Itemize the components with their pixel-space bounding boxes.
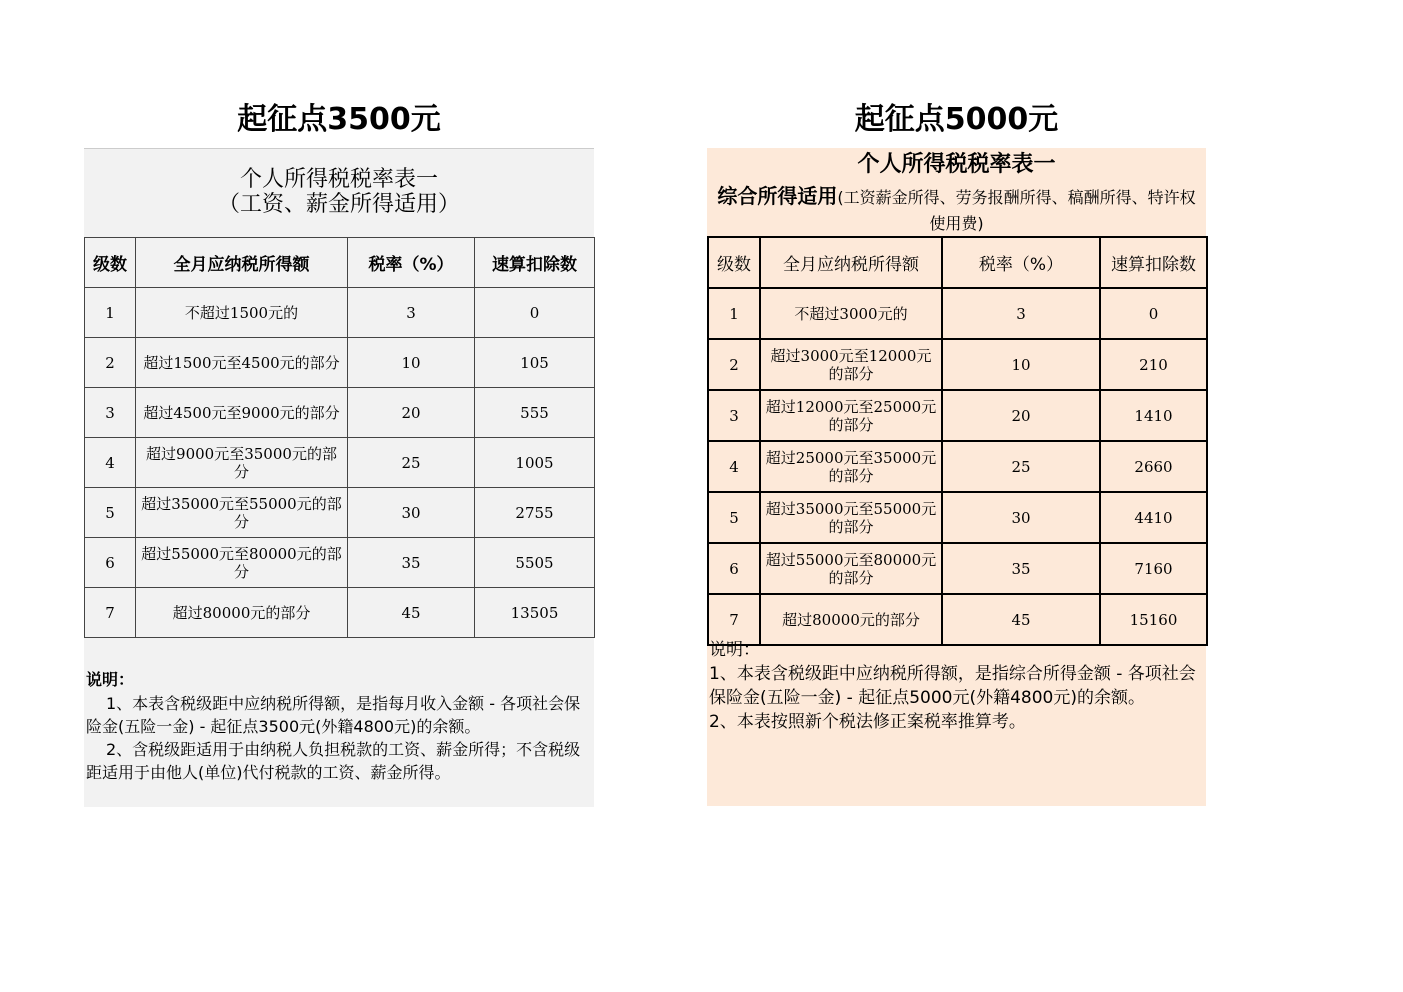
table-header-row: [708, 237, 1207, 288]
left-notes-title: 说明：: [86, 670, 135, 689]
right-subtitle-rest: (工资薪金所得、劳务报酬所得、稿酬所得、特许权使用费): [837, 188, 1196, 233]
header-level: 级数: [85, 238, 136, 288]
table-row: [85, 588, 595, 638]
cell-deduction: 2660: [1100, 441, 1207, 492]
cell-level: 7: [708, 594, 760, 645]
left-table-heading: [84, 167, 594, 217]
table-row: [85, 438, 595, 488]
cell-income: 超过55000元至80000元的部分: [760, 543, 942, 594]
left-title: 起征点3500元: [237, 102, 441, 137]
cell-income: 超过3000元至12000元的部分: [760, 339, 942, 390]
cell-income: 不超过3000元的: [760, 288, 942, 339]
right-note-1: 1、本表含税级距中应纳税所得额，是指综合所得金额 - 各项社会保险金(五险一金) - 起征点5000元(外籍4800元)的余额。: [709, 664, 1196, 708]
cell-level: 3: [708, 390, 760, 441]
table-row: [85, 388, 595, 438]
left-rate-table: [84, 237, 595, 638]
header-income: 全月应纳税所得额: [136, 238, 348, 288]
right-table-title: 个人所得税税率表一: [857, 152, 1056, 177]
cell-level: 2: [708, 339, 760, 390]
cell-deduction: 13505: [475, 588, 595, 638]
cell-level: 3: [85, 388, 136, 438]
cell-level: 4: [85, 438, 136, 488]
header-deduction: 速算扣除数: [1100, 237, 1207, 288]
table-row: [708, 492, 1207, 543]
cell-rate: 20: [942, 390, 1100, 441]
cell-level: 4: [708, 441, 760, 492]
cell-level: 6: [708, 543, 760, 594]
cell-deduction: 0: [475, 288, 595, 338]
header-income: 全月应纳税所得额: [760, 237, 942, 288]
table-row: [85, 288, 595, 338]
cell-deduction: 15160: [1100, 594, 1207, 645]
cell-income: 超过4500元至9000元的部分: [136, 388, 348, 438]
cell-rate: 35: [942, 543, 1100, 594]
cell-rate: 3: [348, 288, 475, 338]
cell-income: 超过80000元的部分: [136, 588, 348, 638]
cell-rate: 25: [348, 438, 475, 488]
cell-deduction: 105: [475, 338, 595, 388]
cell-rate: 45: [942, 594, 1100, 645]
cell-deduction: 0: [1100, 288, 1207, 339]
cell-rate: 35: [348, 538, 475, 588]
cell-deduction: 1410: [1100, 390, 1207, 441]
cell-deduction: 5505: [475, 538, 595, 588]
table-row: [85, 488, 595, 538]
cell-rate: 30: [942, 492, 1100, 543]
cell-rate: 20: [348, 388, 475, 438]
table-row: [708, 288, 1207, 339]
cell-level: 7: [85, 588, 136, 638]
left-notes: [86, 668, 590, 784]
cell-income: 超过35000元至55000元的部分: [760, 492, 942, 543]
cell-level: 5: [85, 488, 136, 538]
header-level: 级数: [708, 237, 760, 288]
left-note-1: 1、本表含税级距中应纳税所得额，是指每月收入金额 - 各项社会保险金(五险一金) - 起征点3500元(外籍4800元)的余额。: [86, 694, 581, 736]
table-row: [708, 441, 1207, 492]
cell-deduction: 555: [475, 388, 595, 438]
right-subtitle-strong: 综合所得适用: [717, 184, 838, 208]
table-row: [708, 543, 1207, 594]
cell-rate: 10: [942, 339, 1100, 390]
cell-rate: 10: [348, 338, 475, 388]
cell-rate: 3: [942, 288, 1100, 339]
cell-income: 超过55000元至80000元的部分: [136, 538, 348, 588]
cell-income: 超过80000元的部分: [760, 594, 942, 645]
cell-deduction: 7160: [1100, 543, 1207, 594]
left-table-title: 个人所得税税率表一: [239, 167, 438, 192]
cell-income: 超过12000元至25000元的部分: [760, 390, 942, 441]
left-table-subtitle: （工资、薪金所得适用）: [217, 192, 460, 217]
cell-income: 不超过1500元的: [136, 288, 348, 338]
cell-deduction: 1005: [475, 438, 595, 488]
right-notes: [709, 638, 1202, 734]
table-row: [708, 390, 1207, 441]
left-tax-table-panel: [84, 148, 594, 807]
header-rate: 税率（%）: [348, 238, 475, 288]
cell-income: 超过25000元至35000元的部分: [760, 441, 942, 492]
right-rate-table: [707, 236, 1208, 646]
cell-income: 超过1500元至4500元的部分: [136, 338, 348, 388]
table-row: [85, 538, 595, 588]
table-header-row: [85, 238, 595, 288]
right-tax-table-panel: [707, 148, 1206, 806]
header-rate: 税率（%）: [942, 237, 1100, 288]
cell-deduction: 4410: [1100, 492, 1207, 543]
cell-level: 1: [85, 288, 136, 338]
right-notes-title: 说明：: [709, 640, 760, 660]
table-row: [85, 338, 595, 388]
cell-deduction: 2755: [475, 488, 595, 538]
cell-income: 超过9000元至35000元的部分: [136, 438, 348, 488]
cell-level: 2: [85, 338, 136, 388]
right-title: 起征点5000元: [854, 102, 1059, 137]
cell-level: 5: [708, 492, 760, 543]
cell-rate: 45: [348, 588, 475, 638]
cell-level: 1: [708, 288, 760, 339]
cell-rate: 30: [348, 488, 475, 538]
cell-deduction: 210: [1100, 339, 1207, 390]
table-row: [708, 339, 1207, 390]
header-deduction: 速算扣除数: [475, 238, 595, 288]
cell-rate: 25: [942, 441, 1100, 492]
right-table-subtitle: [707, 183, 1206, 237]
right-note-2: 2、本表按照新个税法修正案税率推算考。: [709, 712, 1026, 732]
cell-income: 超过35000元至55000元的部分: [136, 488, 348, 538]
left-note-2: 2、含税级距适用于由纳税人负担税款的工资、薪金所得；不含税级距适用于由他人(单位)代付税款的工资、薪金所得。: [86, 740, 581, 782]
cell-level: 6: [85, 538, 136, 588]
